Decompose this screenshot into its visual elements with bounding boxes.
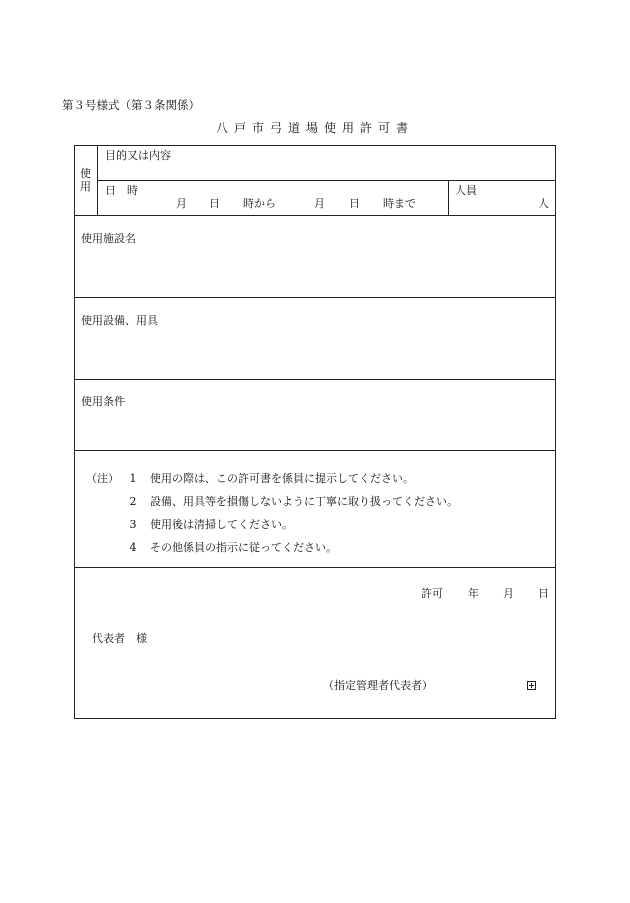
notes-prefix: （注）: [86, 472, 119, 485]
permit-day-label: 日: [538, 587, 549, 600]
purpose-label: 目的又は内容: [105, 149, 171, 162]
recipient-label: 代表者 様: [92, 632, 147, 645]
start-month-label: 月: [176, 197, 187, 210]
equipment-field[interactable]: [76, 332, 552, 376]
recipient-field[interactable]: [88, 628, 128, 648]
conditions-field[interactable]: [76, 413, 552, 447]
purpose-field[interactable]: [200, 147, 550, 178]
issuer-label: （指定管理者代表者）: [323, 679, 433, 692]
form-number-label: 第３号様式（第３条関係）: [62, 98, 200, 112]
end-hour-label: 時まで: [383, 197, 416, 210]
equipment-label: 使用設備、用具: [81, 314, 158, 327]
conditions-label: 使用条件: [81, 395, 125, 408]
datetime-field[interactable]: [150, 182, 440, 213]
start-hour-label: 時から: [243, 197, 276, 210]
facility-field[interactable]: [76, 250, 552, 294]
people-unit: 人: [538, 197, 549, 210]
end-day-label: 日: [349, 197, 360, 210]
permit-date-field[interactable]: [445, 583, 550, 603]
start-day-label: 日: [209, 197, 220, 210]
seal-icon: [527, 681, 536, 690]
datetime-label: 日 時: [105, 184, 138, 197]
facility-label: 使用施設名: [81, 232, 136, 245]
permit-month-label: 月: [503, 587, 514, 600]
document-title: 八戸市弓道場使用許可書: [215, 121, 414, 135]
people-field[interactable]: [450, 182, 535, 213]
permit-year-label: 年: [468, 587, 479, 600]
people-label: 人員: [455, 184, 477, 197]
end-month-label: 月: [314, 197, 325, 210]
permit-label: 許可: [421, 587, 443, 600]
